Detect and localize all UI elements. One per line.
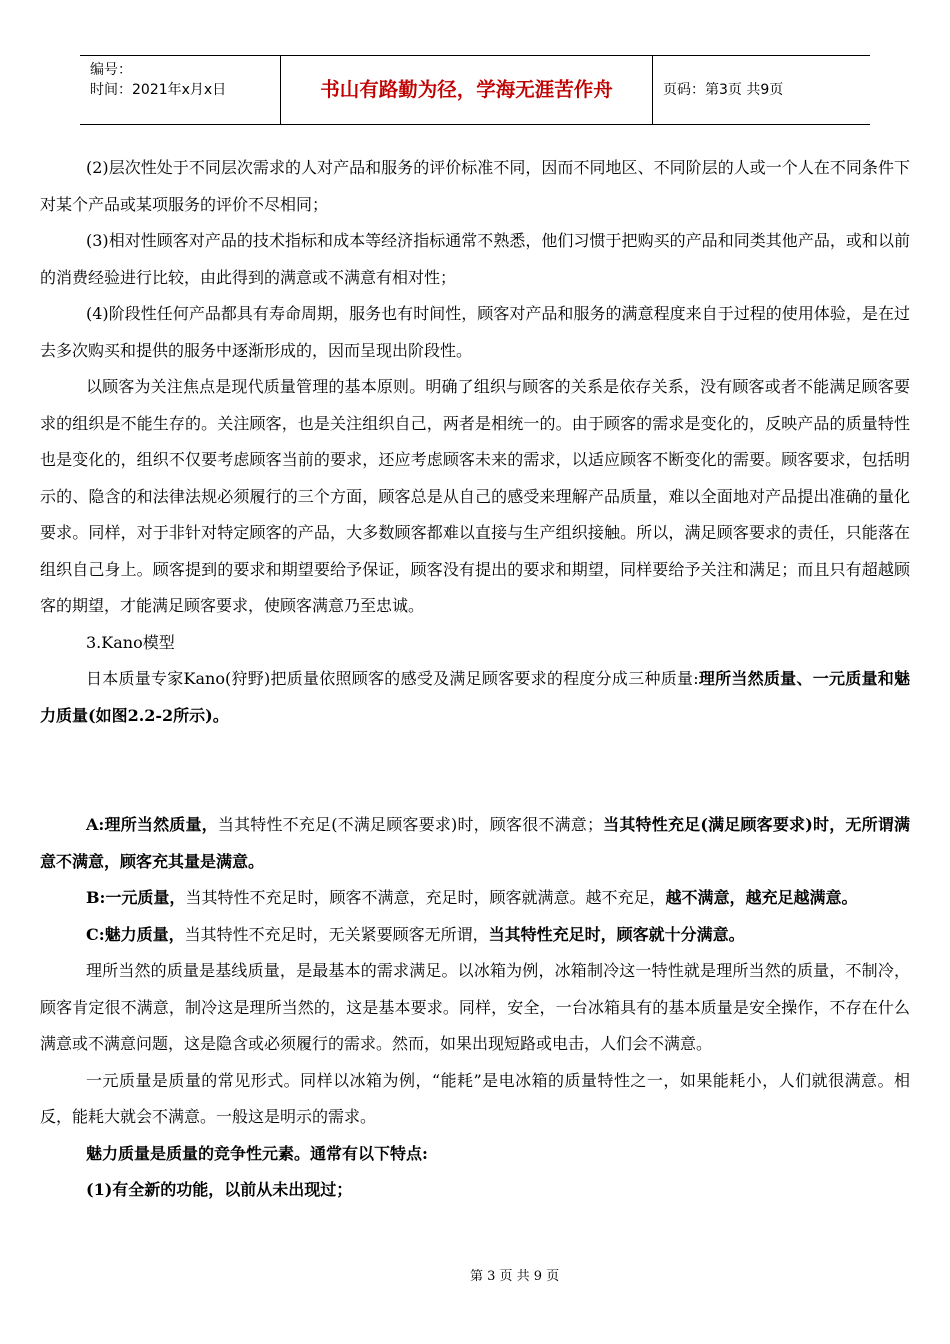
document-date-label: 时间：2021年x月x日	[90, 82, 227, 98]
paragraph-baseline-quality: 理所当然的质量是基线质量，是最基本的需求满足。以冰箱为例，冰箱制冷这一特性就是理所当然的质量，不制冷，顾客肯定很不满意，制冷这是理所当然的，这是基本要求。同样，安全，一台冰箱具有的基本质量是安全操作，不存在什么满意或不满意问题，这是隐含或必须履行的需求。然而，如果出现短路或电击，人们会不满意。	[40, 961, 910, 1053]
header-page-info: 页码：第3页 共9页	[663, 82, 784, 98]
paragraph-attractive-quality: 魅力质量是质量的竞争性元素。通常有以下特点:	[86, 1143, 428, 1163]
paragraph-feature-1: (1)有全新的功能，以前从未出现过；	[86, 1180, 353, 1199]
paragraph-quality-b	[40, 880, 910, 917]
document-number-label: 编号：	[90, 62, 132, 78]
section-heading-kano: 3.Kano模型	[86, 632, 175, 652]
quality-b-title: B:一元质量，	[86, 888, 186, 907]
paragraph-stage: (4)阶段性任何产品都具有寿命周期，服务也有时间性，顾客对产品和服务的满意程度来自于过程的使用体验，是在过去多次购买和提供的服务中逐渐形成的，因而呈现出阶段性。	[40, 304, 910, 360]
page-footer: 第 3 页 共 9 页	[470, 1269, 560, 1284]
quality-b-bold: 越不满意，越充足越满意。	[665, 888, 858, 907]
document-body	[40, 150, 910, 1209]
quality-c-bold: 当其特性充足时，顾客就十分满意。	[488, 924, 745, 944]
kano-intro-bold: 理所当然质量、一元质量和魅力质量(如图2.2-2所示)。	[40, 669, 910, 725]
quality-c-title: C:魅力质量，	[86, 924, 185, 944]
paragraph-hierarchy: (2)层次性处于不同层次需求的人对产品和服务的评价标准不同，因而不同地区、不同阶层的人或一个人在不同条件下对某个产品或某项服务的评价不尽相同；	[40, 158, 910, 214]
paragraph-kano-intro	[40, 661, 910, 734]
figure-placeholder	[40, 734, 910, 807]
paragraph-quality-c	[40, 917, 910, 954]
quality-a-title: A:理所当然质量，	[86, 815, 218, 834]
quality-a-bold: 当其特性充足(满足顾客要求)时，无所谓满意不满意，顾客充其量是满意。	[40, 815, 910, 871]
header-meta-cell	[80, 56, 281, 124]
quality-a-text: 当其特性不充足(不满足顾客要求)时，顾客很不满意；	[217, 815, 603, 834]
page-header	[80, 55, 870, 125]
kano-intro-text: 日本质量专家Kano(狩野)把质量依照顾客的感受及满足顾客要求的程度分成三种质量:	[86, 669, 699, 688]
quality-c-text: 当其特性不充足时，无关紧要顾客无所谓，	[184, 924, 489, 944]
quality-b-text: 当其特性不充足时，顾客不满意，充足时，顾客就满意。越不充足，	[185, 888, 666, 907]
paragraph-quality-a	[40, 807, 910, 880]
paragraph-customer-focus: 以顾客为关注焦点是现代质量管理的基本原则。明确了组织与顾客的关系是依存关系，没有顾客或者不能满足顾客要求的组织是不能生存的。关注顾客，也是关注组织自己，两者是相统一的。由于顾客的需求是变化的，反映产品的质量特性也是变化的，组织不仅要考虑顾客当前的要求，还应考虑顾客未来的需求，以适应顾客不断变化的需要。顾客要求，包括明示的、隐含的和法律法规必须履行的三个方面，顾客总是从自己的感受来理解产品质量，难以全面地对产品提出准确的量化要求。同样，对于非针对特定顾客的产品，大多数顾客都难以直接与生产组织接触。所以，满足顾客要求的责任，只能落在组织自己身上。顾客提到的要求和期望要给予保证，顾客没有提出的要求和期望，同样要给予关注和满足；而且只有超越顾客的期望，才能满足顾客要求，使顾客满意乃至忠诚。	[40, 377, 910, 615]
paragraph-one-dimensional-quality: 一元质量是质量的常见形式。同样以冰箱为例，“能耗”是电冰箱的质量特性之一，如果能耗小，人们就很满意。相反，能耗大就会不满意。一般这是明示的需求。	[40, 1070, 910, 1126]
paragraph-relativity: (3)相对性顾客对产品的技术指标和成本等经济指标通常不熟悉，他们习惯于把购买的产品和同类其他产品，或和以前的消费经验进行比较，由此得到的满意或不满意有相对性；	[40, 231, 910, 287]
header-motto: 书山有路勤为径，学海无涯苦作舟	[281, 56, 653, 124]
